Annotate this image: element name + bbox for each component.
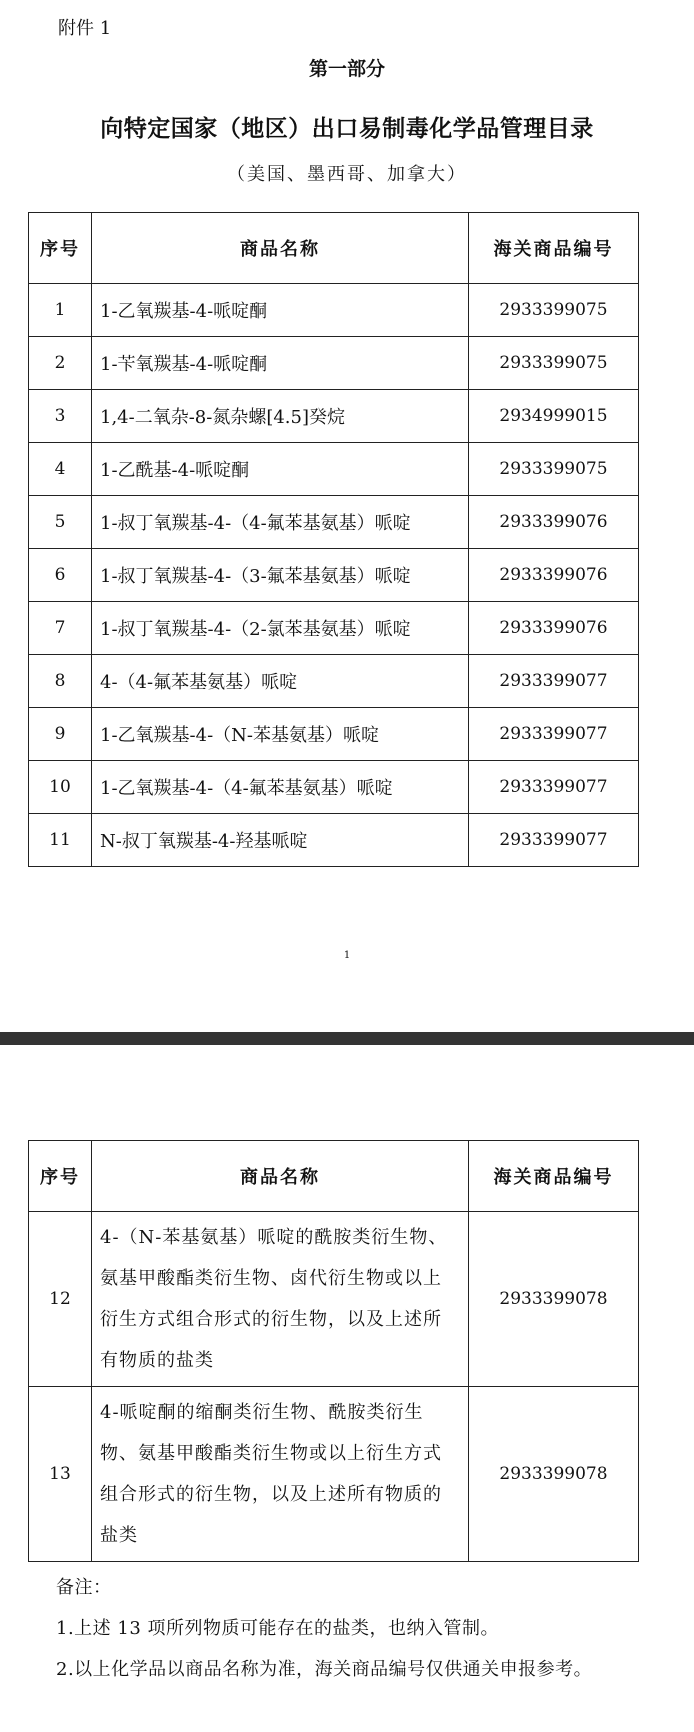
attachment-label: 附件 1 bbox=[58, 18, 112, 39]
table-row bbox=[29, 708, 639, 761]
row-name: 1-叔丁氧羰基-4-（3-氟苯基氨基）哌啶 bbox=[92, 549, 469, 602]
row-no: 8 bbox=[29, 655, 92, 708]
row-code: 2933399078 bbox=[469, 1387, 639, 1562]
table-row bbox=[29, 284, 639, 337]
row-no: 10 bbox=[29, 761, 92, 814]
remarks-heading: 备注： bbox=[56, 1577, 112, 1598]
table-row bbox=[29, 443, 639, 496]
header-no: 序号 bbox=[29, 1141, 92, 1212]
row-no: 5 bbox=[29, 496, 92, 549]
table-row bbox=[29, 1387, 639, 1562]
remark-note-1: 1.上述 13 项所列物质可能存在的盐类，也纳入管制。 bbox=[56, 1618, 500, 1639]
row-name: 1-叔丁氧羰基-4-（4-氟苯基氨基）哌啶 bbox=[92, 496, 469, 549]
part-title: 第一部分 bbox=[308, 58, 385, 80]
header-name: 商品名称 bbox=[92, 1141, 469, 1212]
table-row bbox=[29, 1212, 639, 1387]
row-no: 7 bbox=[29, 602, 92, 655]
row-code: 2933399076 bbox=[469, 602, 639, 655]
row-code: 2933399077 bbox=[469, 814, 639, 867]
row-no: 13 bbox=[29, 1387, 92, 1562]
row-code: 2933399076 bbox=[469, 496, 639, 549]
row-name: 1-乙酰基-4-哌啶酮 bbox=[92, 443, 469, 496]
row-name: 1-叔丁氧羰基-4-（2-氯苯基氨基）哌啶 bbox=[92, 602, 469, 655]
table-row bbox=[29, 496, 639, 549]
row-name: 1,4-二氧杂-8-氮杂螺[4.5]癸烷 bbox=[92, 390, 469, 443]
row-no: 11 bbox=[29, 814, 92, 867]
row-no: 4 bbox=[29, 443, 92, 496]
table-row bbox=[29, 655, 639, 708]
row-name: 1-乙氧羰基-4-（4-氟苯基氨基）哌啶 bbox=[92, 761, 469, 814]
row-code: 2933399077 bbox=[469, 708, 639, 761]
table-row bbox=[29, 814, 639, 867]
row-code: 2934999015 bbox=[469, 390, 639, 443]
remarks bbox=[56, 1567, 656, 1690]
row-no: 6 bbox=[29, 549, 92, 602]
page-separator bbox=[0, 1032, 694, 1045]
row-code: 2933399075 bbox=[469, 443, 639, 496]
row-code: 2933399077 bbox=[469, 655, 639, 708]
row-name: 1-苄氧羰基-4-哌啶酮 bbox=[92, 337, 469, 390]
row-no: 1 bbox=[29, 284, 92, 337]
row-code: 2933399075 bbox=[469, 337, 639, 390]
table-row bbox=[29, 390, 639, 443]
chemicals-table-page-1 bbox=[28, 212, 639, 867]
header-code: 海关商品编号 bbox=[469, 1141, 639, 1212]
row-name: 4-（4-氟苯基氨基）哌啶 bbox=[92, 655, 469, 708]
page-number: 1 bbox=[343, 950, 351, 961]
row-name: 1-乙氧羰基-4-（N-苯基氨基）哌啶 bbox=[92, 708, 469, 761]
document-title: 向特定国家（地区）出口易制毒化学品管理目录 bbox=[100, 115, 594, 142]
row-no: 3 bbox=[29, 390, 92, 443]
row-code: 2933399076 bbox=[469, 549, 639, 602]
row-code: 2933399078 bbox=[469, 1212, 639, 1387]
document-subtitle: （美国、墨西哥、加拿大） bbox=[227, 164, 467, 185]
table-row bbox=[29, 549, 639, 602]
header-no: 序号 bbox=[29, 213, 92, 284]
row-no: 2 bbox=[29, 337, 92, 390]
table-row bbox=[29, 602, 639, 655]
header-code: 海关商品编号 bbox=[469, 213, 639, 284]
row-no: 9 bbox=[29, 708, 92, 761]
header-name: 商品名称 bbox=[92, 213, 469, 284]
chemicals-table-page-2 bbox=[28, 1140, 639, 1562]
remark-note-2: 2.以上化学品以商品名称为准，海关商品编号仅供通关申报参考。 bbox=[56, 1659, 593, 1680]
row-code: 2933399075 bbox=[469, 284, 639, 337]
table-row bbox=[29, 337, 639, 390]
row-name: 1-乙氧羰基-4-哌啶酮 bbox=[92, 284, 469, 337]
row-name: 4-哌啶酮的缩酮类衍生物、酰胺类衍生物、氨基甲酸酯类衍生物或以上衍生方式组合形式的衍生物，以及上述所有物质的盐类 bbox=[92, 1387, 469, 1562]
row-code: 2933399077 bbox=[469, 761, 639, 814]
row-no: 12 bbox=[29, 1212, 92, 1387]
row-name: N-叔丁氧羰基-4-羟基哌啶 bbox=[92, 814, 469, 867]
table-row bbox=[29, 761, 639, 814]
row-name: 4-（N-苯基氨基）哌啶的酰胺类衍生物、氨基甲酸酯类衍生物、卤代衍生物或以上衍生方式组合形式的衍生物，以及上述所有物质的盐类 bbox=[92, 1212, 469, 1387]
